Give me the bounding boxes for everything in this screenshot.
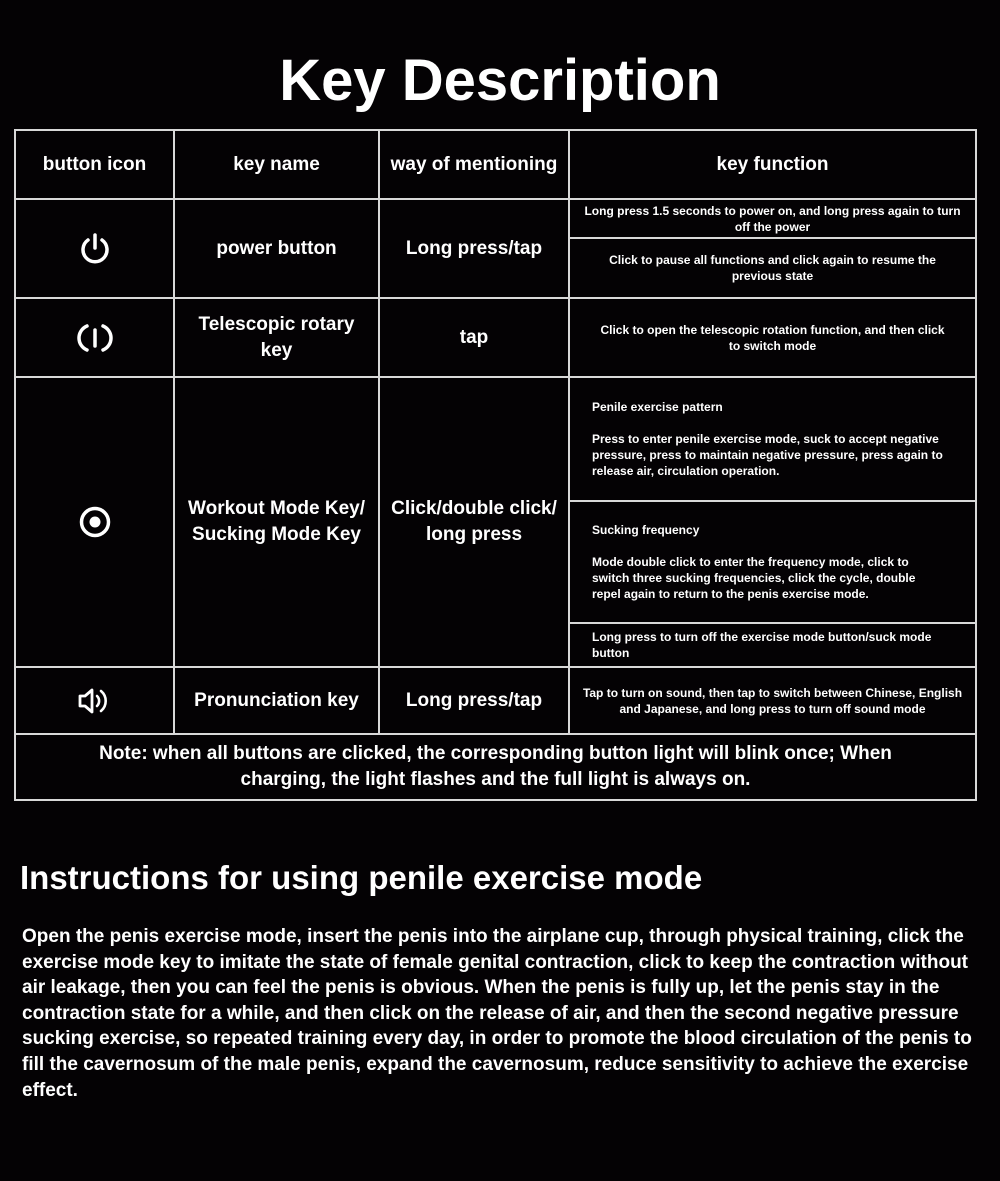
header-way-of-mentioning: way of mentioning [390, 153, 558, 175]
page-title: Key Description [279, 48, 721, 113]
function-pronunciation: Tap to turn on sound, then tap to switch between Chinese, English and Japanese, and long press to turn off sound mode [582, 685, 963, 716]
function-long-press-off: Long press to turn off the exercise mode button/suck mode button [592, 630, 932, 660]
header-button-icon: button icon [42, 153, 147, 175]
instructions-heading: Instructions for using penile exercise mode [20, 859, 703, 896]
instructions-body: Open the penis exercise mode, insert the penis into the airplane cup, through physical training, click the exercise mode key to imitate the state of female genital contraction, click to keep the contraction without air leakage, then you can feel the penis is obvious. When the penis is fully up, let the penis stay in the contraction state for a while, and then click on the release of air, and then the second negative pressure sucking exercise, so repeated training every day, in order to promote the blood circulation of the penis to fill the cavernosum of the male penis, expand the cavernosum, reduce sensitivity to achieve the exercise effect. [22, 926, 972, 1101]
table-note: Note: when all buttons are clicked, the corresponding button light will blink once; When charging, the light flashes and the full light is always on. [99, 743, 892, 790]
key-name-power: power button [216, 237, 337, 259]
way-telescopic: tap [459, 326, 489, 348]
key-name-workout-sucking: Workout Mode Key/ Sucking Mode Key [188, 498, 365, 545]
way-workout-sucking: Click/double click/ long press [391, 498, 557, 545]
header-key-function: key function [716, 153, 829, 175]
way-power: Long press/tap [405, 237, 543, 259]
header-key-name: key name [233, 153, 320, 175]
penile-exercise-text: Press to enter penile exercise mode, suck to accept negative pressure, press to maintain negative pressure, press again to release air, circulation operation. [592, 432, 943, 478]
function-telescopic: Click to open the telescopic rotation function, and then click to switch mode [600, 322, 945, 353]
key-name-telescopic: Telescopic rotary key [198, 313, 355, 361]
sucking-frequency-text: Mode double click to enter the frequency mode, click to switch three sucking frequencies, click the cycle, double repel again to return to the penis exercise mode. [592, 555, 916, 601]
sucking-frequency-heading: Sucking frequency [592, 523, 700, 537]
telescopic-rotary-icon [16, 299, 173, 376]
way-pronunciation: Long press/tap [405, 689, 543, 711]
target-dot-icon [16, 378, 173, 666]
power-icon [16, 200, 173, 297]
function-power-long-press: Long press 1.5 seconds to power on, and long press again to turn off the power [584, 203, 961, 234]
key-name-pronunciation: Pronunciation key [194, 689, 359, 711]
penile-exercise-heading: Penile exercise pattern [592, 400, 723, 414]
function-penile-exercise [570, 378, 975, 500]
function-sucking-frequency [570, 502, 975, 622]
speaker-icon [16, 668, 173, 733]
function-power-click: Click to pause all functions and click again to resume the previous state [609, 253, 936, 283]
